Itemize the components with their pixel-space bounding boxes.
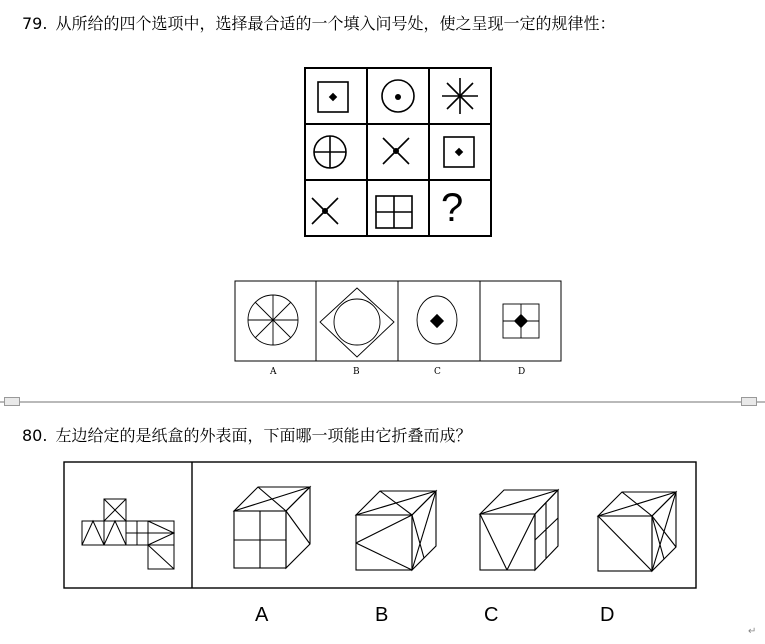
option-label-c: C <box>484 604 499 626</box>
option-label-d: D <box>518 367 526 377</box>
option-label-a: A <box>270 367 277 377</box>
cube-net-icon <box>82 499 174 569</box>
option-label-d: D <box>600 604 615 626</box>
paragraph-end-mark: ↵ <box>748 626 757 637</box>
diamond-circle-icon[interactable] <box>320 288 394 357</box>
option-label-a: A <box>255 604 269 626</box>
option-label-b: B <box>375 604 389 626</box>
square-grid-icon <box>376 196 412 228</box>
x-dot-icon <box>383 138 409 164</box>
ellipse-diamond-icon[interactable] <box>417 296 457 344</box>
circle-dot-icon <box>382 80 414 112</box>
question-80-text: 左边给定的是纸盒的外表面，下面哪一项能由它折叠而成？ <box>55 426 472 445</box>
question-80-number: 80. <box>22 426 48 445</box>
circle-spokes-icon[interactable] <box>248 295 298 345</box>
square-grid-diamond-icon[interactable] <box>503 304 539 338</box>
circle-cross-icon <box>314 136 346 168</box>
cube-a-icon[interactable] <box>234 487 310 568</box>
question-79-text: 从所给的四个选项中，选择最合适的一个填入问号处，使之呈现一定的规律性： <box>55 14 616 33</box>
cube-c-icon[interactable] <box>480 490 558 570</box>
separator-handle-left[interactable] <box>4 397 20 406</box>
option-label-c: C <box>434 367 441 377</box>
page-separator <box>0 401 765 403</box>
cube-b-icon[interactable] <box>356 491 436 570</box>
question-79-number: 79. <box>22 14 48 33</box>
x-dot-icon <box>312 198 338 224</box>
square-dot-icon <box>444 137 474 167</box>
question-mark: ? <box>441 186 464 230</box>
option-label-b: B <box>353 367 360 377</box>
square-dot-icon <box>318 82 348 112</box>
separator-handle-right[interactable] <box>741 397 757 406</box>
cube-d-icon[interactable] <box>598 492 676 571</box>
question-80-title <box>22 423 471 446</box>
asterisk-icon <box>442 78 478 114</box>
